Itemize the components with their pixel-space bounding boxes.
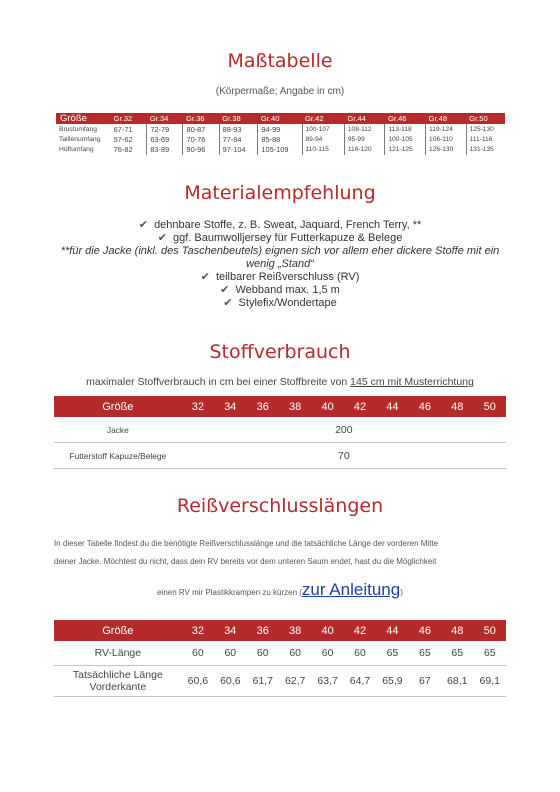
fabric-title: Stoffverbrauch bbox=[209, 341, 351, 363]
sizes-subtitle: (Körpermaße; Angabe in cm) bbox=[215, 86, 345, 97]
check-icon: ✔ bbox=[200, 271, 210, 283]
zipper-header-cell: 34 bbox=[214, 620, 246, 641]
table-cell: 200 bbox=[182, 417, 506, 443]
sizes-header-cell: Gr.40 bbox=[258, 113, 302, 124]
row-label: Tatsächliche Länge Vorderkante bbox=[54, 666, 182, 697]
sizes-header-cell: Gr.44 bbox=[344, 113, 385, 124]
material-line: teilbarer Reißverschluss (RV) bbox=[215, 271, 360, 283]
table-cell: 80-87 bbox=[183, 124, 219, 134]
zipper-header-cell: 46 bbox=[409, 620, 441, 641]
material-line: ggf. Baumwolljersey für Futterkapuze & Belege bbox=[173, 232, 403, 244]
list-item bbox=[0, 271, 560, 284]
zipper-header-cell: 48 bbox=[441, 620, 473, 641]
zipper-header-cell: 36 bbox=[247, 620, 279, 641]
material-list bbox=[0, 219, 560, 310]
table-cell: 60 bbox=[214, 641, 246, 666]
table-cell: 106-110 bbox=[426, 134, 467, 144]
table-cell: 57-62 bbox=[111, 134, 147, 144]
table-cell: 110-115 bbox=[302, 145, 344, 155]
table-cell: 85-88 bbox=[258, 134, 302, 144]
material-line: dehnbare Stoffe, z. B. Sweat, Jaquard, French Terry, ** bbox=[154, 219, 422, 231]
fabric-header-cell: Größe bbox=[54, 396, 182, 417]
zipper-header-cell: 38 bbox=[279, 620, 311, 641]
sizes-header-cell: Gr.50 bbox=[466, 113, 505, 124]
table-cell: 65 bbox=[473, 641, 506, 666]
table-cell: 95-99 bbox=[344, 134, 385, 144]
zipper-para1: In dieser Tabelle findest du die benötigte Reißverschlusslänge und die tatsächliche Länge der vorderen Mitte bbox=[54, 539, 439, 548]
material-line: Stylefix/Wondertape bbox=[238, 297, 337, 309]
row-label: Futterstoff Kapuze/Belege bbox=[54, 443, 182, 469]
table-cell: 65 bbox=[409, 641, 441, 666]
zipper-table bbox=[54, 620, 506, 697]
material-note: **für die Jacke (inkl. des Taschenbeutels) eignen sich vor allem eher dickere Stoffe mit ein wenig „Stand“ bbox=[60, 245, 500, 270]
table-cell: 83-89 bbox=[147, 145, 183, 155]
table-cell: 65 bbox=[376, 641, 408, 666]
table-cell: 100-107 bbox=[302, 124, 344, 134]
zipper-header-cell: 42 bbox=[344, 620, 376, 641]
table-cell: 67-71 bbox=[111, 124, 147, 134]
table-cell: 62,7 bbox=[279, 666, 311, 697]
zipper-para3-end: ) bbox=[400, 588, 403, 597]
zipper-para3 bbox=[0, 580, 560, 600]
table-cell: 88-93 bbox=[219, 124, 258, 134]
table-cell: 60 bbox=[247, 641, 279, 666]
zipper-header-cell: 50 bbox=[473, 620, 506, 641]
zipper-header-cell: Größe bbox=[54, 620, 182, 641]
table-cell: 68,1 bbox=[441, 666, 473, 697]
table-cell: 94-99 bbox=[258, 124, 302, 134]
table-cell: 108-112 bbox=[344, 124, 385, 134]
table-cell: 116-120 bbox=[344, 145, 385, 155]
zipper-title: Reißverschlusslängen bbox=[176, 495, 384, 517]
material-line: Webband max. 1,5 m bbox=[235, 284, 340, 296]
sizes-header-cell: Gr.48 bbox=[426, 113, 467, 124]
zipper-header-row bbox=[54, 620, 506, 641]
table-cell: 60 bbox=[279, 641, 311, 666]
material-title: Materialempfehlung bbox=[184, 182, 376, 204]
table-cell: 60,6 bbox=[214, 666, 246, 697]
check-icon: ✔ bbox=[223, 297, 233, 309]
table-cell: 76-82 bbox=[111, 145, 147, 155]
fabric-header-cell: 34 bbox=[214, 396, 246, 417]
table-cell: 70-76 bbox=[183, 134, 219, 144]
list-item bbox=[0, 232, 560, 245]
sizes-title: Maßtabelle bbox=[227, 50, 333, 72]
zipper-para3-text: einen RV mir Plastikkrampen zu kürzen ( bbox=[157, 588, 302, 597]
table-cell: 60 bbox=[311, 641, 343, 666]
zipper-header-cell: 44 bbox=[376, 620, 408, 641]
table-cell: 100-105 bbox=[385, 134, 426, 144]
sizes-header-row bbox=[56, 113, 505, 124]
zipper-header-cell: 32 bbox=[182, 620, 214, 641]
table-cell: 89-94 bbox=[302, 134, 344, 144]
table-cell: 97-104 bbox=[219, 145, 258, 155]
table-cell: 77-84 bbox=[219, 134, 258, 144]
table-cell: 64,7 bbox=[344, 666, 376, 697]
table-cell: 70 bbox=[182, 443, 506, 469]
sizes-header-cell: Gr.32 bbox=[111, 113, 147, 124]
table-cell: 105-109 bbox=[258, 145, 302, 155]
table-cell: 113-118 bbox=[385, 124, 426, 134]
row-label: Jacke bbox=[54, 417, 182, 443]
table-row bbox=[56, 124, 505, 134]
table-cell: 125-130 bbox=[469, 125, 494, 133]
sizes-header-cell: Gr.42 bbox=[302, 113, 344, 124]
check-icon: ✔ bbox=[138, 219, 148, 231]
table-cell: 131-135 bbox=[469, 146, 494, 154]
row-label: Taillenumfang bbox=[59, 136, 101, 144]
table-cell: 65 bbox=[441, 641, 473, 666]
fabric-width-link: 145 cm mit Musterrichtung bbox=[350, 376, 474, 388]
table-cell: 111-116 bbox=[469, 136, 493, 144]
table-cell: 60 bbox=[182, 641, 214, 666]
table-cell: 61,7 bbox=[247, 666, 279, 697]
table-row bbox=[54, 666, 506, 697]
table-cell: 60 bbox=[344, 641, 376, 666]
table-row bbox=[54, 443, 506, 469]
table-cell: 63-69 bbox=[147, 134, 183, 144]
table-cell: 69,1 bbox=[473, 666, 506, 697]
table-cell: 65,9 bbox=[376, 666, 408, 697]
check-icon: ✔ bbox=[220, 284, 230, 296]
fabric-intro-text: maximaler Stoffverbrauch in cm bei einer Stoffbreite von bbox=[86, 376, 348, 388]
fabric-table bbox=[54, 396, 506, 469]
tutorial-link[interactable]: zur Anleitung bbox=[301, 580, 401, 599]
sizes-header-cell: Gr.36 bbox=[183, 113, 219, 124]
fabric-intro bbox=[0, 376, 560, 388]
table-row bbox=[56, 134, 505, 144]
row-label: RV-Länge bbox=[54, 641, 182, 666]
table-cell: 60,6 bbox=[182, 666, 214, 697]
sizes-header-cell: Gr.34 bbox=[147, 113, 183, 124]
row-label: Hüftumfang bbox=[59, 146, 94, 154]
table-cell: 90-96 bbox=[183, 145, 219, 155]
zipper-header-cell: 40 bbox=[311, 620, 343, 641]
table-row bbox=[54, 417, 506, 443]
table-cell: 126-130 bbox=[426, 145, 467, 155]
table-row bbox=[54, 641, 506, 666]
list-item bbox=[0, 284, 560, 297]
fabric-header-cell: 32 bbox=[182, 396, 214, 417]
check-icon: ✔ bbox=[157, 232, 167, 244]
fabric-header-cell: 42 bbox=[344, 396, 376, 417]
sizes-header-cell: Gr.38 bbox=[219, 113, 258, 124]
sizes-table bbox=[56, 113, 505, 155]
sizes-header-cell: Gr.46 bbox=[385, 113, 426, 124]
row-label: Brustumfang bbox=[59, 125, 97, 133]
table-cell: 72-79 bbox=[147, 124, 183, 134]
list-item bbox=[0, 219, 560, 232]
fabric-header-cell: 50 bbox=[473, 396, 506, 417]
fabric-header-cell: 46 bbox=[409, 396, 441, 417]
table-cell: 67 bbox=[409, 666, 441, 697]
fabric-header-cell: 36 bbox=[247, 396, 279, 417]
table-cell: 119-124 bbox=[426, 124, 467, 134]
table-cell: 63,7 bbox=[311, 666, 343, 697]
sizes-header-cell: Größe bbox=[56, 113, 111, 124]
fabric-header-cell: 40 bbox=[311, 396, 343, 417]
fabric-header-cell: 44 bbox=[376, 396, 408, 417]
fabric-header-row bbox=[54, 396, 506, 417]
table-row bbox=[56, 145, 505, 155]
table-cell: 121-125 bbox=[385, 145, 426, 155]
fabric-header-cell: 38 bbox=[279, 396, 311, 417]
fabric-header-cell: 48 bbox=[441, 396, 473, 417]
list-item bbox=[0, 297, 560, 310]
zipper-para2: deiner Jacke. Möchtest du nicht, dass dein RV bereits vor dem unteren Saum endet, hast du die Möglichkeit bbox=[54, 557, 437, 566]
